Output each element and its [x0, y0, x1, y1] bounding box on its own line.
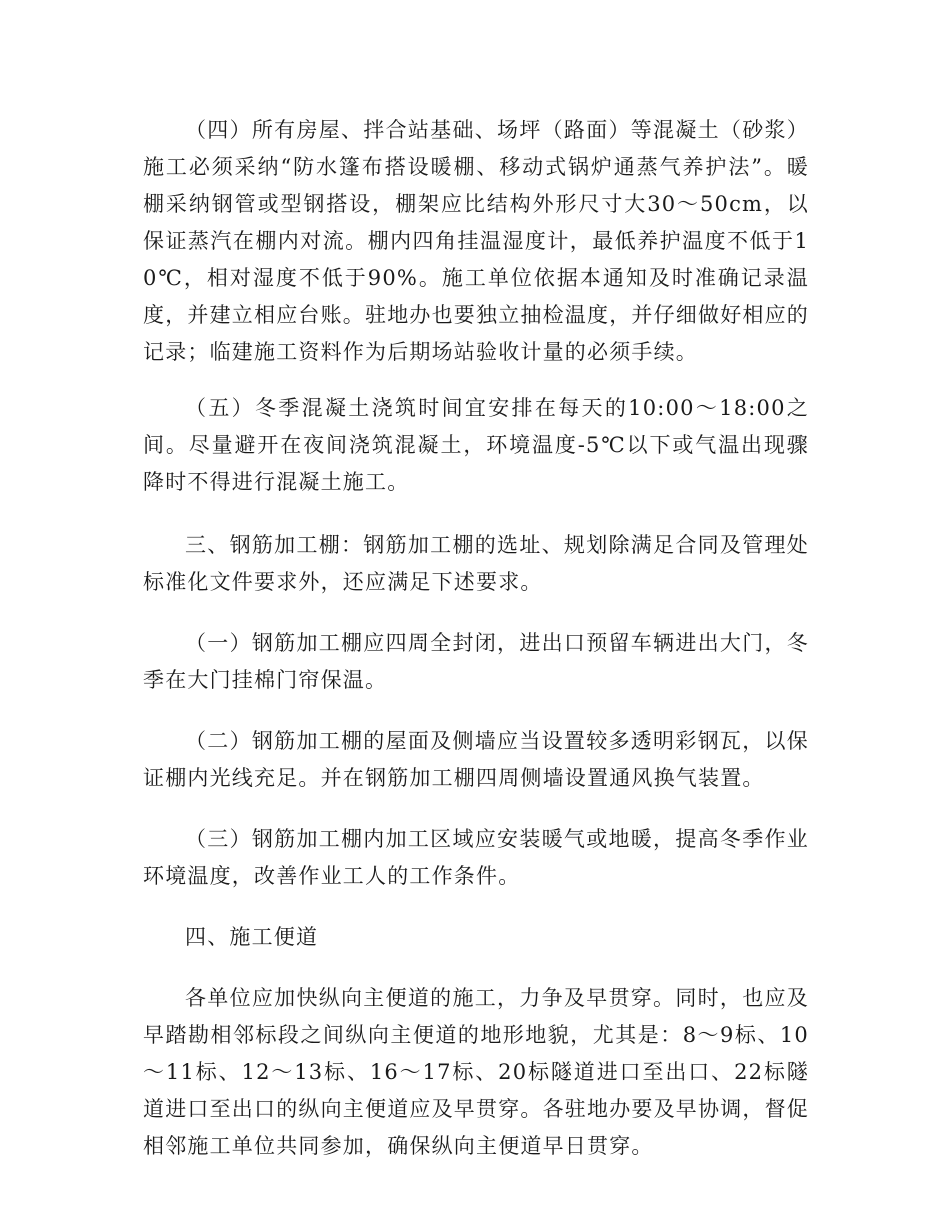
document-body	[143, 112, 809, 1189]
paragraph-concrete-curing: （四）所有房屋、拌合站基础、场坪（路面）等混凝土（砂浆）施工必须采纳“防水篷布搭设暖棚、移动式锅炉通蒸气养护法”。暖棚采纳钢管或型钢搭设，棚架应比结构外形尺寸大30～50cm，以保证蒸汽在棚内对流。棚内四角挂温湿度计，最低养护温度不低于10℃，相对湿度不低于90%。施工单位依据本通知及时准确记录温度，并建立相应台账。驻地办也要独立抽检温度，并仔细做好相应的记录；临建施工资料作为后期场站验收计量的必须手续。	[143, 118, 809, 364]
section-heading-access-road: 四、施工便道	[185, 925, 319, 949]
paragraph-rebar-shed-lighting: （二）钢筋加工棚的屋面及侧墙应当设置较多透明彩钢瓦，以保证棚内光线充足。并在钢筋加工棚四周侧墙设置通风换气装置。	[143, 729, 809, 790]
paragraph-rebar-shed-heading: 三、钢筋加工棚：钢筋加工棚的选址、规划除满足合同及管理处标准化文件要求外，还应满足下述要求。	[143, 533, 809, 594]
paragraph-rebar-shed-heating: （三）钢筋加工棚内加工区域应安装暖气或地暖，提高冬季作业环境温度，改善作业工人的工作条件。	[143, 827, 809, 888]
paragraph-access-road: 各单位应加快纵向主便道的施工，力争及早贯穿。同时，也应及早踏勘相邻标段之间纵向主便道的地形地貌，尤其是：8～9标、10～11标、12～13标、16～17标、20标隧道进口至出口、22标隧道进口至出口的纵向主便道应及早贯穿。各驻地办要及早协调，督促相邻施工单位共同参加，确保纵向主便道早日贯穿。	[143, 986, 809, 1158]
paragraph-rebar-shed-enclosure: （一）钢筋加工棚应四周全封闭，进出口预留车辆进出大门，冬季在大门挂棉门帘保温。	[143, 631, 809, 692]
paragraph-pouring-time: （五）冬季混凝土浇筑时间宜安排在每天的10:00～18:00之间。尽量避开在夜间浇筑混凝土，环境温度-5℃以下或气温出现骤降时不得进行混凝土施工。	[143, 396, 809, 494]
